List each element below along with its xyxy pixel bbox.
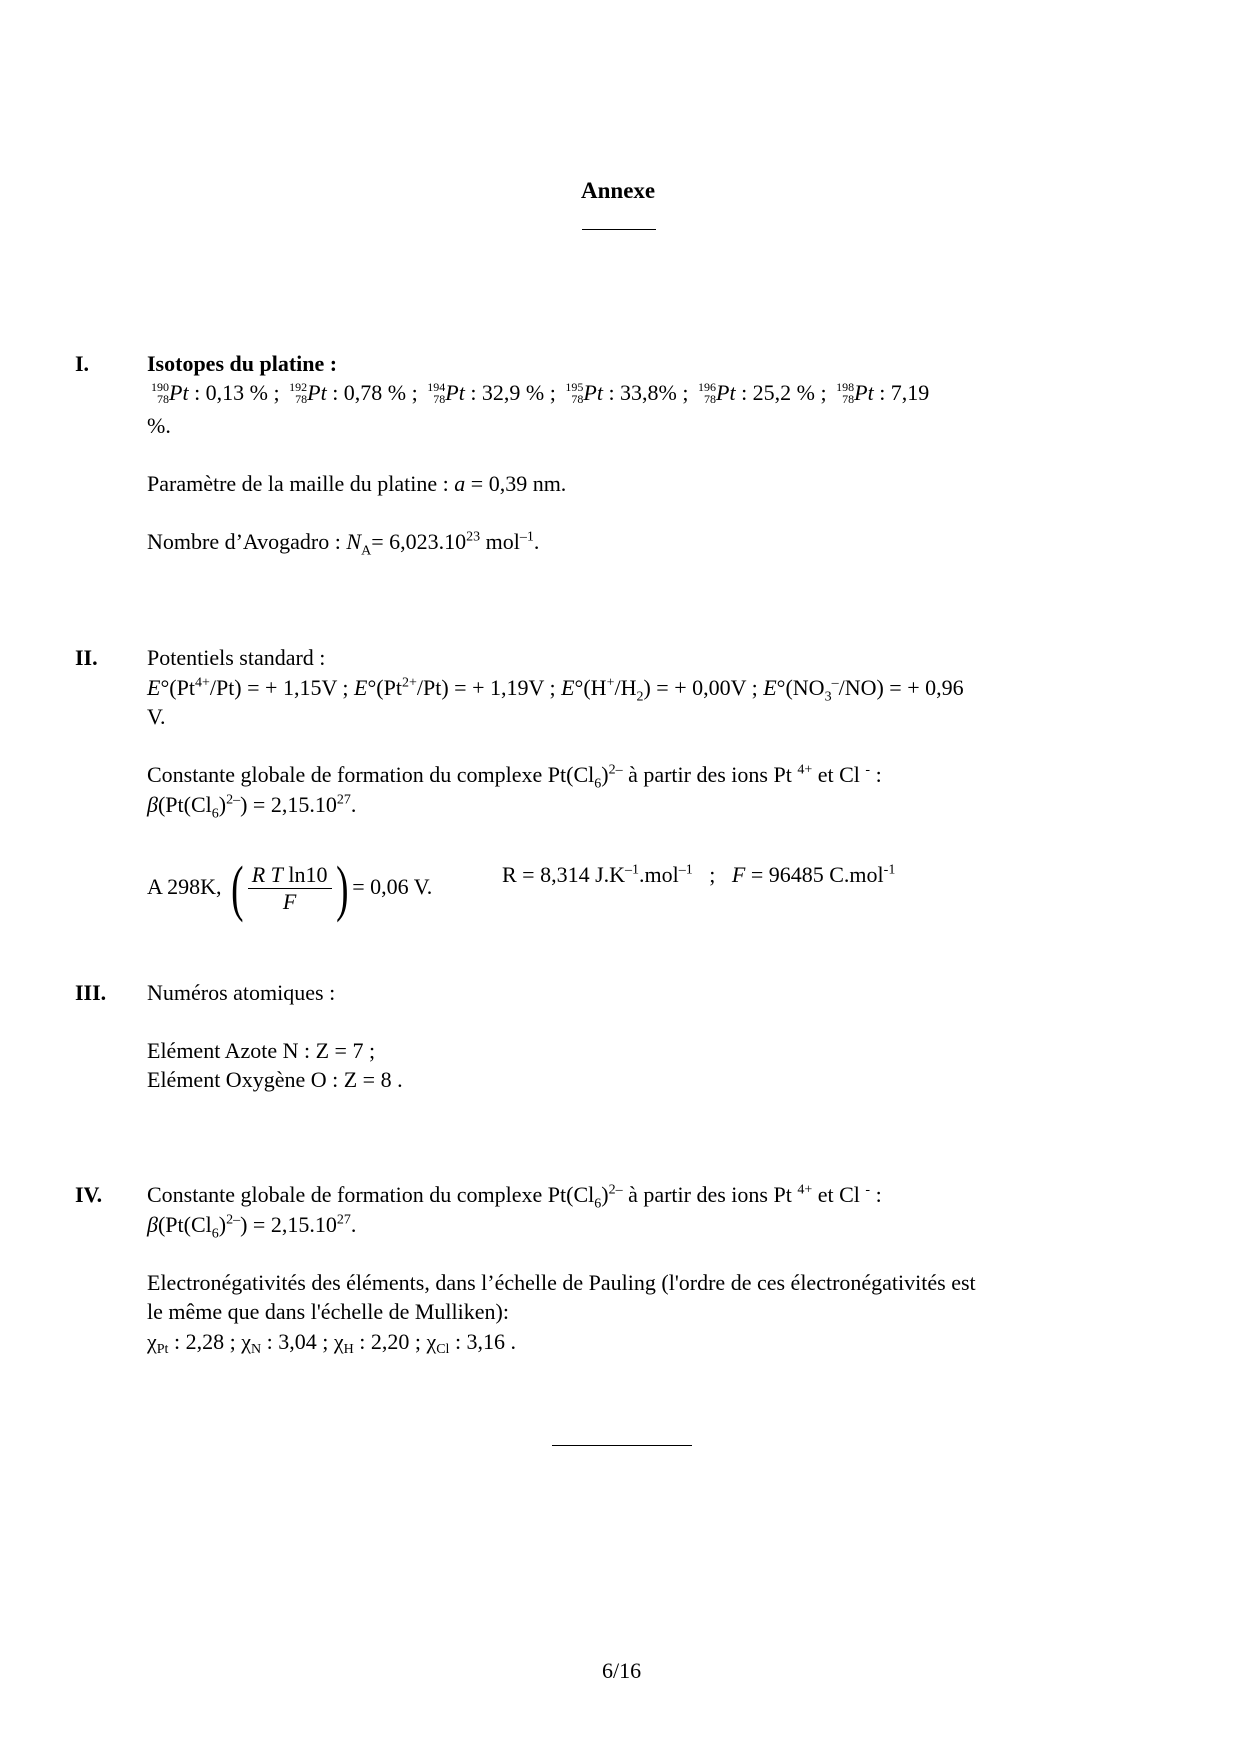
chi-value: : 2,20 ; [353, 1329, 427, 1354]
potentials-line: $E^\circ(Pt^{4+}/Pt)$ = + 1,15V ; $E^\circ(Pt^{2+}/Pt)$ = + 1,19V ; $E^\circ(H^+/H_2)$ = + 0,00V ; $E^\circ(NO_3^-/NO)$ = + 0,96 [147, 675, 964, 705]
isotope-abundance: : 7,19 [873, 380, 930, 405]
fraction-value: = 0,06 V. [352, 874, 433, 899]
electronegativity-entry [147, 1329, 242, 1357]
beta-line-4: $\beta(Pt(Cl_6)^{2-}) = 2,15.10^{27}$. [147, 1212, 357, 1242]
isotope-entry [147, 380, 280, 405]
right-paren: ) [335, 854, 349, 923]
isotope-symbol: Pt [854, 380, 874, 405]
section-3-number: III. [75, 980, 107, 1005]
mass-number: 195 [565, 380, 584, 394]
isotope-abundance: : 0,13 % ; [188, 380, 280, 405]
electronegativity-entry [241, 1329, 334, 1357]
chi-element: Cl [436, 1342, 450, 1357]
isotopes-line [147, 379, 929, 407]
isotope-abundance: : 25,2 % ; [735, 380, 827, 405]
rt-fraction [248, 862, 332, 915]
chi-value: : 3,16 . [449, 1329, 517, 1354]
section-2-heading: Potentiels standard : [147, 645, 326, 670]
chi-element: H [343, 1342, 354, 1357]
section-1-heading: Isotopes du platine : [147, 351, 338, 376]
chi-symbol: χ [426, 1329, 437, 1354]
isotope-entry [827, 380, 930, 405]
mass-number: 194 [427, 380, 446, 394]
end-rule [552, 1445, 692, 1446]
isotope-notation [832, 379, 854, 407]
fraction-numerator: R T ln10 [248, 862, 332, 889]
electro-line-2: le même que dans l'échelle de Mulliken): [147, 1299, 509, 1324]
isotope-entry [556, 380, 689, 405]
electro-line-1: Electronégativités des éléments, dans l’échelle de Pauling (l'ordre de ces électronégativités est [147, 1270, 976, 1295]
isotope-abundance: : 33,8% ; [602, 380, 689, 405]
avogadro-var: N [346, 529, 362, 554]
chi-symbol: χ [241, 1329, 251, 1354]
atomic-number: 78 [842, 392, 855, 406]
avogadro-value: = 6,023.10 [371, 529, 467, 554]
section-4-number: IV. [75, 1182, 103, 1207]
electronegativity-entry [426, 1329, 517, 1357]
electronegativity-entry [333, 1329, 427, 1357]
isotope-notation [285, 379, 307, 407]
isotope-symbol: Pt [716, 380, 736, 405]
title-underline [582, 229, 656, 230]
fraction-denominator: F [282, 889, 297, 915]
mass-number: 198 [836, 380, 855, 394]
atomic-number: 78 [433, 392, 446, 406]
atomic-number: 78 [571, 392, 584, 406]
section-3-heading: Numéros atomiques : [147, 980, 336, 1005]
atomic-number: 78 [704, 392, 716, 406]
isotope-symbol: Pt [445, 380, 465, 405]
maille-prefix: Paramètre de la maille du platine : [147, 471, 455, 496]
isotope-entry [689, 380, 827, 405]
avogadro-end: . [533, 529, 540, 554]
page-number: 6/16 [602, 1658, 642, 1683]
complex-line-2: Constante globale de formation du complexe $Pt(Cl_6)^{2-}$ à partir des ions Pt $^{4+}$ et Cl - : [147, 762, 882, 792]
isotope-abundance: : 0,78 % ; [326, 380, 418, 405]
constants-separator: ; [709, 862, 716, 887]
maille-value: = 0,39 nm. [465, 471, 567, 496]
azote-line: Elément Azote N : Z = 7 ; [147, 1038, 376, 1063]
isotope-notation [694, 379, 716, 407]
atomic-number: 78 [295, 392, 308, 406]
left-paren: ( [231, 854, 244, 923]
isotopes-tail: %. [147, 413, 171, 438]
complex-line-4: Constante globale de formation du complexe $Pt(Cl_6)^{2-}$ à partir des ions Pt $^{4+}$ et Cl - : [147, 1182, 882, 1212]
mass-number: 190 [151, 380, 169, 394]
isotope-symbol: Pt [583, 380, 603, 405]
isotope-notation [147, 379, 169, 407]
section-1-number: I. [75, 351, 90, 376]
beta-line-2: $\beta(Pt(Cl_6)^{2-}) = 2,15.10^{27}$. [147, 792, 357, 822]
mass-number: 196 [698, 380, 716, 394]
isotope-notation [561, 379, 583, 407]
isotope-entry [418, 380, 556, 405]
chi-value: : 3,04 ; [261, 1329, 334, 1354]
avogadro-unit: mol [480, 529, 520, 554]
a298-prefix: A 298K, [147, 874, 222, 899]
maille-line [147, 470, 566, 498]
avogadro-exp: 23 [466, 529, 481, 545]
isotope-notation [423, 379, 445, 407]
isotope-symbol: Pt [169, 380, 189, 405]
mass-number: 192 [289, 380, 308, 394]
oxygene-line: Elément Oxygène O : Z = 8 . [147, 1067, 403, 1092]
isotope-abundance: : 32,9 % ; [464, 380, 556, 405]
chi-value: : 2,28 ; [168, 1329, 242, 1354]
chi-element: N [250, 1342, 262, 1357]
potentials-tail: V. [147, 704, 166, 729]
constants-line: R = 8,314 $J.K^{-1}.mol^{-1}$ ; F = 96485 C.mol$^{-1}$ [502, 862, 896, 887]
avogadro-prefix: Nombre d’Avogadro : [147, 529, 347, 554]
avogadro-line [147, 528, 540, 559]
a298-line [147, 847, 432, 927]
chi-element: Pt [156, 1342, 169, 1357]
chi-symbol: χ [333, 1329, 344, 1354]
section-2-number: II. [75, 645, 98, 670]
avogadro-unit-exp: –1 [519, 529, 534, 545]
maille-var: a [454, 471, 466, 496]
chi-symbol: χ [147, 1329, 157, 1354]
atomic-number: 78 [157, 392, 169, 406]
avogadro-sub: A [361, 543, 372, 559]
isotope-entry [280, 380, 418, 405]
chi-line [147, 1328, 516, 1364]
isotope-symbol: Pt [307, 380, 327, 405]
page-title: Annexe [581, 178, 656, 203]
